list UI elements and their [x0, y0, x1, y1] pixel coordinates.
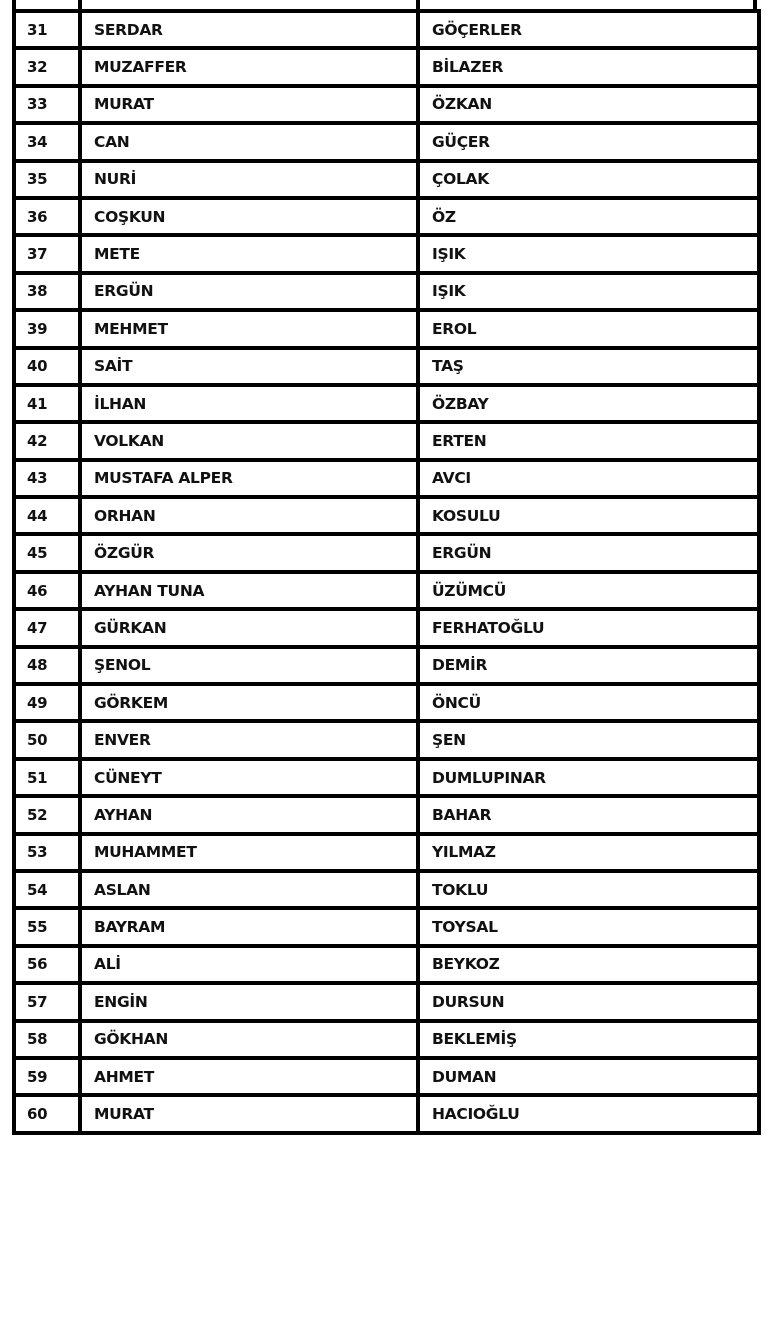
last-name: ÖZKAN: [418, 86, 759, 123]
row-number: 57: [14, 983, 80, 1020]
table-row: [14, 1058, 759, 1095]
first-name: GÖKHAN: [80, 1021, 418, 1058]
last-name: DUMLUPINAR: [418, 759, 759, 796]
last-name: TOKLU: [418, 871, 759, 908]
row-number: 52: [14, 796, 80, 833]
table-row: [14, 497, 759, 534]
table-row: [14, 161, 759, 198]
first-name: CAN: [80, 123, 418, 160]
row-number: 32: [14, 48, 80, 85]
table-row: [14, 871, 759, 908]
last-name: ÜZÜMCÜ: [418, 572, 759, 609]
table-row: [14, 609, 759, 646]
row-number: 58: [14, 1021, 80, 1058]
last-name: ÖNCÜ: [418, 684, 759, 721]
table-row: [14, 684, 759, 721]
last-name: BEKLEMİŞ: [418, 1021, 759, 1058]
table-row: [14, 834, 759, 871]
last-name: YILMAZ: [418, 834, 759, 871]
last-name: ÇOLAK: [418, 161, 759, 198]
column-divider: [416, 0, 420, 9]
row-number: 51: [14, 759, 80, 796]
row-number: 41: [14, 385, 80, 422]
row-number: 39: [14, 310, 80, 347]
first-name: ŞENOL: [80, 647, 418, 684]
table-row: [14, 273, 759, 310]
table-row: [14, 908, 759, 945]
first-name: BAYRAM: [80, 908, 418, 945]
row-number: 35: [14, 161, 80, 198]
column-divider: [78, 0, 82, 9]
row-number: 55: [14, 908, 80, 945]
names-list-sheet: [12, 0, 757, 1337]
table-row: [14, 385, 759, 422]
first-name: AYHAN: [80, 796, 418, 833]
table-row: [14, 946, 759, 983]
last-name: KOSULU: [418, 497, 759, 534]
last-name: BAHAR: [418, 796, 759, 833]
first-name: MUSTAFA ALPER: [80, 460, 418, 497]
last-name: AVCI: [418, 460, 759, 497]
table-row: [14, 235, 759, 272]
row-number: 31: [14, 11, 80, 48]
last-name: IŞIK: [418, 273, 759, 310]
first-name: AYHAN TUNA: [80, 572, 418, 609]
last-name: ÖZBAY: [418, 385, 759, 422]
last-name: GÜÇER: [418, 123, 759, 160]
table-row: [14, 572, 759, 609]
row-number: 49: [14, 684, 80, 721]
first-name: AHMET: [80, 1058, 418, 1095]
table-row: [14, 534, 759, 571]
first-name: METE: [80, 235, 418, 272]
last-name: BİLAZER: [418, 48, 759, 85]
first-name: COŞKUN: [80, 198, 418, 235]
table-row: [14, 1095, 759, 1132]
last-name: GÖÇERLER: [418, 11, 759, 48]
row-number: 54: [14, 871, 80, 908]
table-row: [14, 759, 759, 796]
first-name: ORHAN: [80, 497, 418, 534]
table-row: [14, 1021, 759, 1058]
first-name: ÖZGÜR: [80, 534, 418, 571]
row-number: 38: [14, 273, 80, 310]
table-row: [14, 310, 759, 347]
row-number: 34: [14, 123, 80, 160]
first-name: İLHAN: [80, 385, 418, 422]
first-name: GÜRKAN: [80, 609, 418, 646]
table-row: [14, 796, 759, 833]
first-name: MUZAFFER: [80, 48, 418, 85]
row-number: 53: [14, 834, 80, 871]
row-number: 37: [14, 235, 80, 272]
first-name: ENGİN: [80, 983, 418, 1020]
names-table-body: [14, 11, 759, 1133]
table-row: [14, 422, 759, 459]
first-name: MUHAMMET: [80, 834, 418, 871]
table-row: [14, 460, 759, 497]
table-row: [14, 348, 759, 385]
last-name: DUMAN: [418, 1058, 759, 1095]
first-name: VOLKAN: [80, 422, 418, 459]
last-name: ERTEN: [418, 422, 759, 459]
first-name: SAİT: [80, 348, 418, 385]
row-number: 56: [14, 946, 80, 983]
first-name: NURİ: [80, 161, 418, 198]
last-name: ÖZ: [418, 198, 759, 235]
last-name: IŞIK: [418, 235, 759, 272]
first-name: MURAT: [80, 86, 418, 123]
table-top-cut-edge: [12, 0, 757, 9]
last-name: ERGÜN: [418, 534, 759, 571]
first-name: MEHMET: [80, 310, 418, 347]
row-number: 47: [14, 609, 80, 646]
row-number: 48: [14, 647, 80, 684]
first-name: ASLAN: [80, 871, 418, 908]
last-name: TAŞ: [418, 348, 759, 385]
table-row: [14, 11, 759, 48]
row-number: 45: [14, 534, 80, 571]
row-number: 46: [14, 572, 80, 609]
names-table: [12, 9, 761, 1135]
first-name: ERGÜN: [80, 273, 418, 310]
first-name: MURAT: [80, 1095, 418, 1132]
row-number: 44: [14, 497, 80, 534]
last-name: EROL: [418, 310, 759, 347]
last-name: HACIOĞLU: [418, 1095, 759, 1132]
last-name: ŞEN: [418, 721, 759, 758]
table-row: [14, 721, 759, 758]
first-name: SERDAR: [80, 11, 418, 48]
table-row: [14, 86, 759, 123]
row-number: 42: [14, 422, 80, 459]
table-row: [14, 198, 759, 235]
row-number: 40: [14, 348, 80, 385]
first-name: ENVER: [80, 721, 418, 758]
last-name: FERHATOĞLU: [418, 609, 759, 646]
table-row: [14, 983, 759, 1020]
first-name: CÜNEYT: [80, 759, 418, 796]
row-number: 59: [14, 1058, 80, 1095]
row-number: 36: [14, 198, 80, 235]
last-name: BEYKOZ: [418, 946, 759, 983]
last-name: DURSUN: [418, 983, 759, 1020]
row-number: 43: [14, 460, 80, 497]
first-name: ALİ: [80, 946, 418, 983]
row-number: 50: [14, 721, 80, 758]
table-row: [14, 647, 759, 684]
last-name: DEMİR: [418, 647, 759, 684]
table-row: [14, 123, 759, 160]
last-name: TOYSAL: [418, 908, 759, 945]
row-number: 33: [14, 86, 80, 123]
row-number: 60: [14, 1095, 80, 1132]
table-row: [14, 48, 759, 85]
first-name: GÖRKEM: [80, 684, 418, 721]
